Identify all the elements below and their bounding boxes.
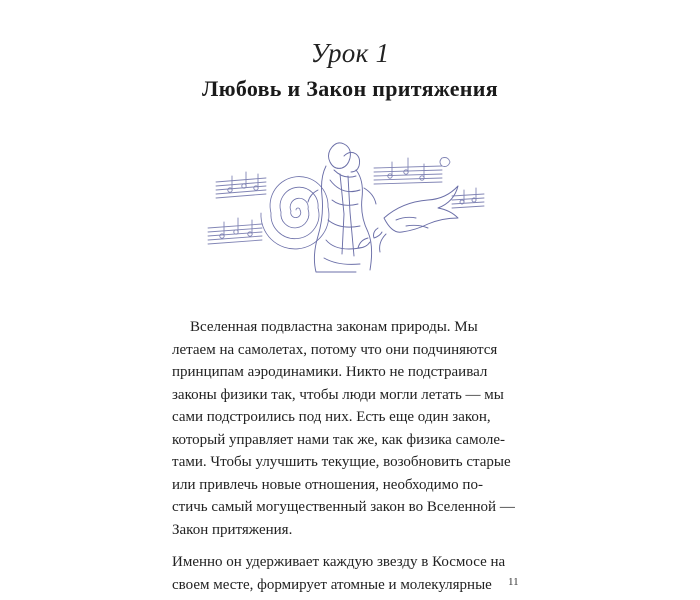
chapter-title: Любовь и Закон притяжения (202, 76, 498, 101)
spiral (261, 177, 329, 249)
body-text (172, 316, 532, 596)
music-staff-lower-left (208, 218, 262, 244)
illustration-sketch-icon (206, 130, 492, 290)
text-line: или привлечь новые отношения, необходимо по- (172, 476, 483, 493)
music-staff-right (374, 158, 450, 185)
text-line: который управляет нами так же, как физика самоле- (172, 431, 506, 448)
lesson-label: Урок 1 (310, 38, 390, 68)
text-line: законы физики так, чтобы люди могли летать — мы (172, 386, 504, 403)
text-line: сами подстроились под них. Есть еще один закон, (172, 409, 491, 425)
text-line: своем месте, формирует атомные и молекулярные (172, 576, 492, 593)
text-line: Именно он удерживает каждую звезду в Космосе на (172, 554, 506, 570)
music-staff-upper-left (216, 172, 266, 198)
text-line: принципам аэродинамики. Никто не подстраивал (172, 364, 488, 380)
text-line: Вселенная подвластна законам природы. Мы (190, 319, 478, 335)
text-line: тами. Чтобы улучшить текущие, возобновить старые (172, 454, 511, 470)
page-number: 11 (508, 576, 519, 588)
text-line: Закон притяжения. (172, 521, 293, 538)
paragraph-2 (172, 551, 532, 596)
text-line: летаем на самолетах, потому что они подчиняются (172, 341, 498, 358)
paragraph-1 (172, 316, 532, 541)
text-line: стичь самый могущественный закон во Вселенной — (172, 499, 515, 515)
